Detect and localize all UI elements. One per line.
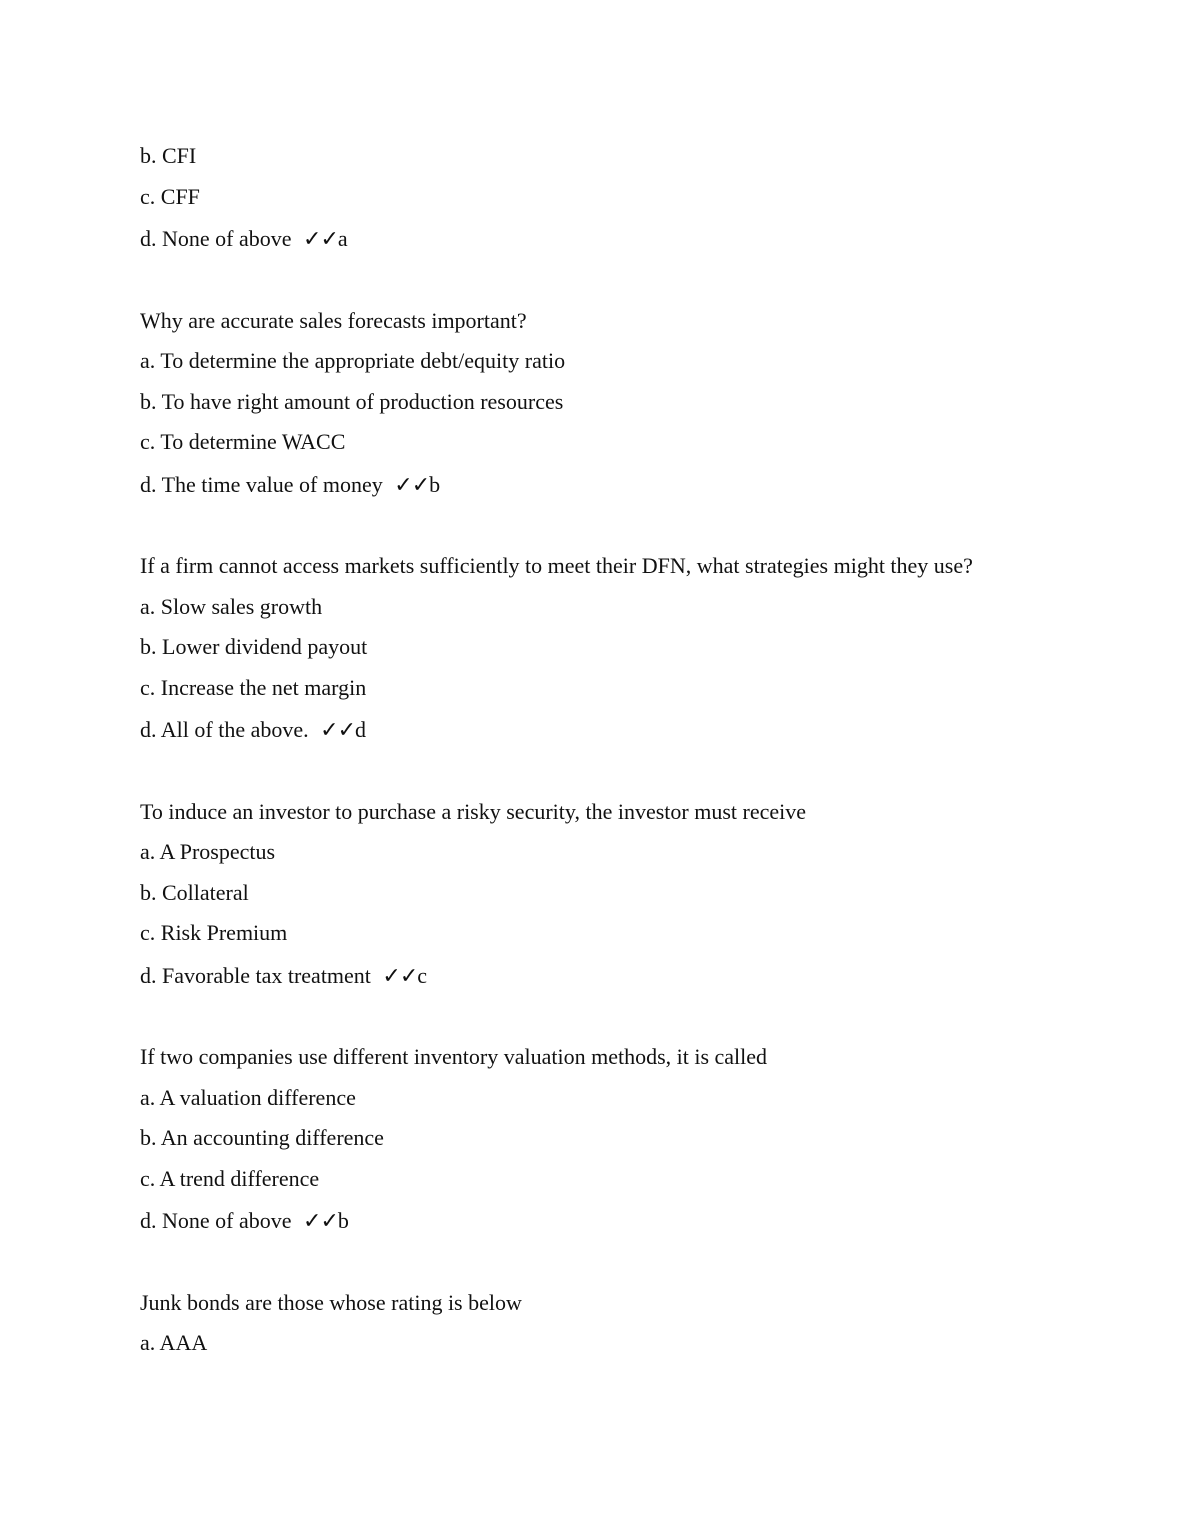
option: b. CFI xyxy=(140,143,197,168)
double-check-icon: ✓✓ xyxy=(320,718,356,743)
option: a. To determine the appropriate debt/equity ratio xyxy=(140,348,566,373)
question-text: To induce an investor to purchase a risky security, the investor must receive xyxy=(140,798,806,824)
option: c. Increase the net margin xyxy=(140,674,367,700)
option-text: d. All of the above. xyxy=(140,717,309,742)
option-with-answer xyxy=(140,463,1120,507)
option: a. A valuation difference xyxy=(140,1084,356,1110)
double-check-icon: ✓✓ xyxy=(303,1209,338,1234)
answer-key: b xyxy=(337,1208,349,1233)
option-text: d. The time value of money xyxy=(140,471,383,497)
option-with-answer xyxy=(140,1199,1120,1243)
answer-key: a xyxy=(337,226,348,251)
option-text: d. Favorable tax treatment xyxy=(140,962,371,988)
option-with-answer xyxy=(140,954,1120,998)
double-check-icon: ✓✓ xyxy=(382,963,418,989)
option: c. To determine WACC xyxy=(140,429,346,454)
option: b. To have right amount of production resources xyxy=(140,388,564,414)
double-check-icon: ✓✓ xyxy=(394,472,430,498)
question-text: Why are accurate sales forecasts important? xyxy=(140,307,527,333)
question-text: If a firm cannot access markets sufficiently to meet their DFN, what strategies might they use? xyxy=(140,553,973,578)
option: a. AAA xyxy=(140,1330,208,1355)
option: a. Slow sales growth xyxy=(140,593,323,619)
option: b. An accounting difference xyxy=(140,1125,384,1150)
question-block xyxy=(140,792,1120,998)
question-block xyxy=(140,546,1120,752)
question-fragment xyxy=(140,136,1120,261)
option: b. Lower dividend payout xyxy=(140,634,368,659)
option: c. Risk Premium xyxy=(140,920,288,945)
option-with-answer xyxy=(140,708,1120,752)
document-page xyxy=(140,136,1120,1364)
option-with-answer xyxy=(140,217,1120,261)
answer-key: d xyxy=(355,717,367,742)
option: c. CFF xyxy=(140,183,200,209)
question-text: Junk bonds are those whose rating is below xyxy=(140,1289,522,1315)
question-block xyxy=(140,1037,1120,1243)
option: b. Collateral xyxy=(140,879,249,905)
option: c. A trend difference xyxy=(140,1165,320,1191)
option: a. A Prospectus xyxy=(140,839,276,864)
double-check-icon: ✓✓ xyxy=(303,227,338,252)
option-text: d. None of above xyxy=(140,226,292,251)
option-text: d. None of above xyxy=(140,1208,292,1233)
answer-key: c xyxy=(417,962,428,988)
answer-key: b xyxy=(429,471,441,497)
question-block xyxy=(140,301,1120,507)
question-block-trailing xyxy=(140,1283,1120,1364)
question-text: If two companies use different inventory valuation methods, it is called xyxy=(140,1044,768,1069)
